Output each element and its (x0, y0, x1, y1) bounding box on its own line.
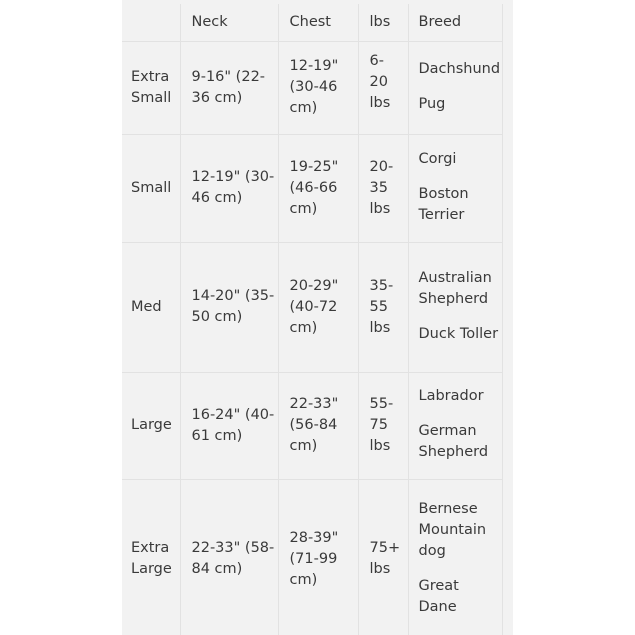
table-row (122, 372, 502, 479)
breed-item: Labrador (418, 388, 484, 404)
table-row (122, 41, 502, 134)
chest-cell: 22-33" (56-84 cm) (278, 372, 358, 479)
breed-cell (408, 242, 502, 372)
size-chart-panel (122, 0, 513, 635)
breed-item: German Shepherd (418, 423, 489, 460)
lbs-cell: 55-75 lbs (358, 372, 408, 479)
breed-item: Australian Shepherd (418, 269, 492, 307)
lbs-cell: 20-35 lbs (358, 134, 408, 242)
neck-cell: 14-20" (35-50 cm) (180, 242, 278, 372)
table-row (122, 134, 502, 242)
breed-item: Corgi (418, 150, 457, 167)
size-cell: Small (122, 134, 180, 242)
lbs-cell: 35-55 lbs (358, 242, 408, 372)
size-cell: Extra Small (122, 41, 180, 134)
header-neck: Neck (180, 4, 278, 41)
header-breed: Breed (408, 4, 502, 41)
size-cell: Large (122, 372, 180, 479)
header-lbs: lbs (358, 4, 408, 41)
neck-cell: 12-19" (30-46 cm) (180, 134, 278, 242)
breed-cell (408, 41, 502, 134)
chest-cell: 12-19" (30-46 cm) (278, 41, 358, 134)
neck-cell: 16-24" (40-61 cm) (180, 372, 278, 479)
chest-cell: 28-39" (71-99 cm) (278, 479, 358, 635)
size-chart-table (122, 4, 503, 635)
breed-item: Bernese Mountain dog (418, 500, 487, 559)
breed-item: Pug (418, 95, 446, 112)
lbs-cell: 6-20 lbs (358, 41, 408, 134)
breed-cell (408, 479, 502, 635)
chest-cell: 20-29" (40-72 cm) (278, 242, 358, 372)
table-row (122, 479, 502, 635)
breed-item: Boston Terrier (418, 185, 469, 223)
lbs-cell: 75+ lbs (358, 479, 408, 635)
breed-item: Great Dane (418, 577, 459, 615)
table-row (122, 242, 502, 372)
breed-item: Duck Toller (418, 325, 499, 342)
breed-cell (408, 134, 502, 242)
header-size (122, 4, 180, 41)
size-cell: Med (122, 242, 180, 372)
neck-cell: 22-33" (58-84 cm) (180, 479, 278, 635)
size-cell: Extra Large (122, 479, 180, 635)
header-row (122, 4, 502, 41)
chest-cell: 19-25" (46-66 cm) (278, 134, 358, 242)
neck-cell: 9-16" (22-36 cm) (180, 41, 278, 134)
breed-cell (408, 372, 502, 479)
header-chest: Chest (278, 4, 358, 41)
breed-item: Dachshund (418, 60, 501, 77)
